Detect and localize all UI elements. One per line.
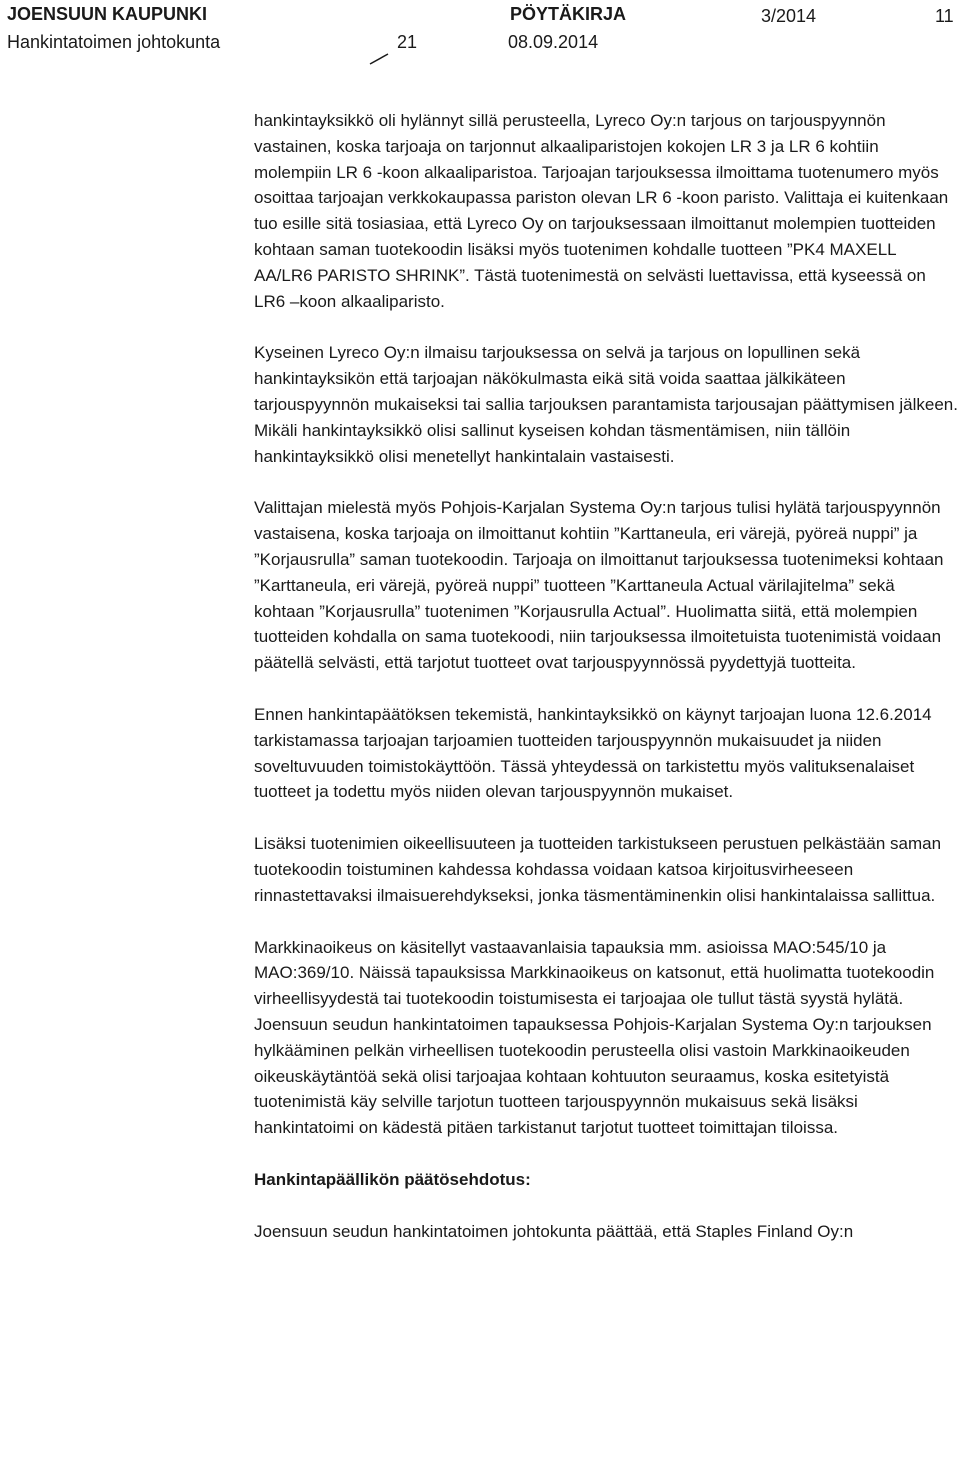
- document-body: [254, 108, 958, 1270]
- proposal-text: Joensuun seudun hankintatoimen johtokunta päättää, että Staples Finland Oy:n: [254, 1221, 854, 1241]
- body-paragraph-5: Lisäksi tuotenimien oikeellisuuteen ja tuotteiden tarkistukseen perustuen pelkästään saman tuotekoodin toistuminen kahdessa kohdassa voidaan katsoa kirjoitusvirheeseen rinnastettavaksi ilmaisuerehdykseksi, jonka täsmentäminenkin olisi hankintalaissa sallittua.: [254, 834, 942, 905]
- proposal-heading: Hankintapäällikön päätösehdotus:: [254, 1169, 531, 1189]
- section-number: 21: [397, 32, 418, 52]
- document-type: PÖYTÄKIRJA: [510, 4, 627, 24]
- body-paragraph-4: Ennen hankintapäätöksen tekemistä, hankintayksikkö on käynyt tarjoajan luona 12.6.2014 tarkistamassa tarjoajan tarjoamien tuotteiden tarjouspyynnön mukaisuudet ja niiden soveltuvuuden toimistokäyttöön. Tässä yhteydessä on tarkistettu myös valituksenalaiset tuotteet ja todettu myös niiden olevan tarjouspyynnön mukaiset.: [254, 704, 932, 802]
- body-paragraph-1: hankintayksikkö oli hylännyt sillä perusteella, Lyreco Oy:n tarjous on tarjouspyynnön vastainen, koska tarjoaja on tarjonnut alkaaliparistojen kokojen LR 3 ja LR 6 kohtiin molempiin LR 6 -koon alkaaliparistoa. Tarjoajan tarjouksessa ilmoittama tuotenumero myös osoittaa tarjoajan verkkokaupassa pariston olevan LR 6 -koon paristo. Valittaja ei kuitenkaan tuo esille sitä tosiasiaa, että Lyreco Oy on tarjouksessaan ilmoittanut molempien tuotteiden kohtaan saman tuotekoodin lisäksi myös tuotenimen kohdalle tuotteen ”PK4 MAXELL AA/LR6 PARISTO SHRINK”. Tästä tuotenimestä on selvästi luettavissa, että kyseessä on LR6 –koon alkaaliparisto.: [254, 111, 949, 311]
- page-header: [0, 0, 960, 64]
- document-number: 3/2014: [761, 6, 817, 26]
- meeting-date: 08.09.2014: [508, 32, 599, 52]
- committee-name: Hankintatoimen johtokunta: [7, 32, 221, 52]
- body-paragraph-3: Valittajan mielestä myös Pohjois-Karjalan Systema Oy:n tarjous tulisi hylätä tarjouspyynnön vastaisena, koska tarjoaja on ilmoittanut kohtiin ”Karttaneula, eri värejä, pyöreä nuppi” ja ”Korjausrulla” saman tuotekoodin. Tarjoaja on ilmoittanut tarjouksessa tuotenimeksi kohtaan ”Karttaneula, eri värejä, pyöreä nuppi” tuotteen ”Karttaneula Actual värilajitelma” sekä kohtaan ”Korjausrulla” tuotenimen ”Korjausrulla Actual”. Huolimatta siitä, että molempien tuotteiden kohdalla on sama tuotekoodi, niin tarjouksessa ilmoitetuista tuotenimistä voidaan päätellä selvästi, että tarjotut tuotteet ovat tarjouspyynnössä pyydettyjä tuotteita.: [254, 498, 944, 673]
- organization-name: JOENSUUN KAUPUNKI: [7, 4, 208, 24]
- body-paragraph-2: Kyseinen Lyreco Oy:n ilmaisu tarjouksessa on selvä ja tarjous on lopullinen sekä hankintayksikön että tarjoajan näkökulmasta eikä sitä voida saattaa jälkikäteen tarjouspyynnön mukaiseksi tai sallia tarjouksen parantamista tarjousajan päättymisen jälkeen. Mikäli hankintayksikkö olisi sallinut kyseisen kohdan täsmentämisen, niin tällöin hankintayksikkö olisi menetellyt hankintalain vastaisesti.: [254, 343, 958, 466]
- section-mark-icon: [368, 52, 390, 66]
- body-paragraph-6: Markkinaoikeus on käsitellyt vastaavanlaisia tapauksia mm. asioissa MAO:545/10 ja MAO:369/10. Näissä tapauksissa Markkinaoikeus on katsonut, että huolimatta tuotekoodin virheellisyydestä tai tuotekoodin toistumisesta ei tarjoajaa ole tullut tästä syystä hylätä. Joensuun seudun hankintatoimen tapauksessa Pohjois-Karjalan Systema Oy:n tarjouksen hylkääminen pelkän virheellisen tuotekoodin perusteella olisi vastoin Markkinaoikeuden oikeuskäytäntöä sekä olisi tarjoajaa kohtaan kohtuuton seuraamus, koska esitetyistä tuotenimistä käy selville tarjotun tuotteen tarjouspyynnön mukaisuus sekä lisäksi hankintatoimi on kädestä pitäen tarkistanut tarjotut tuotteet toimittajan tiloissa.: [254, 937, 935, 1138]
- page-number: 11: [935, 6, 954, 26]
